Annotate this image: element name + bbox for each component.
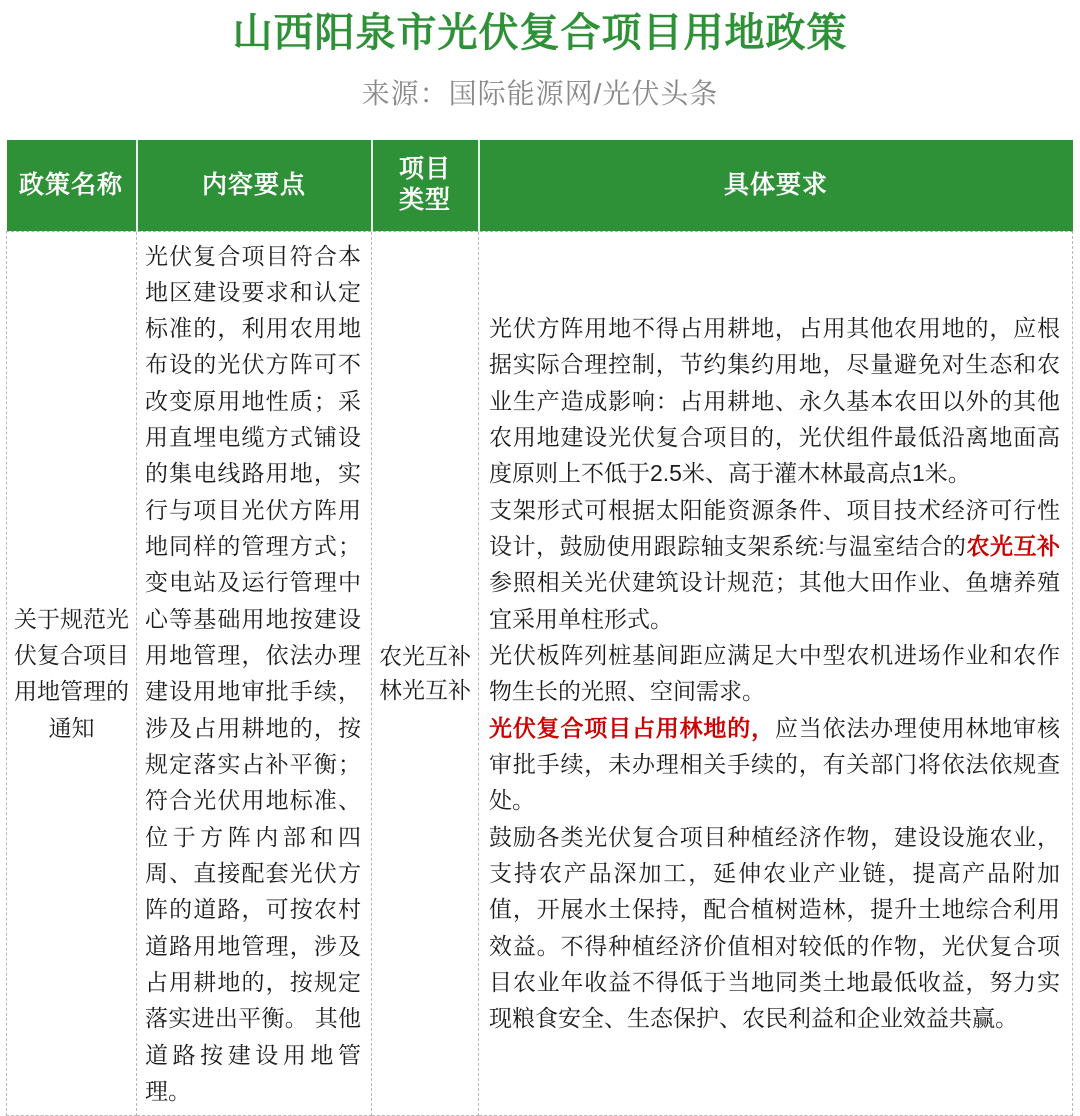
requirement-paragraph xyxy=(489,819,1060,1037)
requirement-text: 光伏板阵列桩基间距应满足大中型农机进场作业和农作物生长的光照、空间需求。 xyxy=(489,642,1060,705)
requirement-text: 应当依法办理使用林地审核审批手续，未办理相关手续的，有关部门将依法依规查处。 xyxy=(489,714,1061,814)
highlighted-text: 农光互补 xyxy=(966,533,1061,560)
column-header-project-type xyxy=(372,140,479,231)
policy-table xyxy=(6,140,1073,1116)
cell-requirements xyxy=(479,231,1073,1116)
requirement-paragraph xyxy=(489,710,1060,819)
column-header-policy-name: 政策名称 xyxy=(7,140,137,231)
table-header-row xyxy=(7,140,1073,231)
requirement-paragraph xyxy=(489,310,1060,492)
requirement-text: 鼓励各类光伏复合项目种植经济作物，建设设施农业，支持农产品深加工，延伸农业产业链，提高产品附加值，开展水土保持，配合植树造林，提升土地综合利用效益。不得种植经济价值相对较低的作物，光伏复合项目农业年收益不得低于当地同类土地最低收益，努力实现粮食安全、生态保护、农民利益和企业效益共赢。 xyxy=(489,823,1060,1032)
project-type-line2: 林光互补 xyxy=(379,677,471,704)
highlighted-text: 光伏复合项目占用林地的， xyxy=(489,714,775,741)
cell-policy-name: 关于规范光伏复合项目用地管理的通知 xyxy=(7,231,137,1116)
requirement-paragraph xyxy=(489,637,1060,710)
table-header xyxy=(7,140,1073,231)
requirement-text: 参照相关光伏建筑设计规范；其他大田作业、鱼塘养殖宜采用单柱形式。 xyxy=(489,569,1060,632)
column-header-requirements: 具体要求 xyxy=(479,140,1073,231)
cell-project-type xyxy=(372,231,479,1116)
project-type-line1: 农光互补 xyxy=(379,642,471,669)
column-header-project-type-line2: 类型 xyxy=(398,186,451,215)
page-title: 山西阳泉市光伏复合项目用地政策 xyxy=(232,11,848,55)
column-header-content-points: 内容要点 xyxy=(137,140,372,231)
column-header-project-type-line1: 项目 xyxy=(398,155,451,183)
cell-content-points: 光伏复合项目符合本地区建设要求和认定标准的，利用农用地布设的光伏方阵可不改变原用地性质；采用直埋电缆方式铺设的集电线路用地，实行与项目光伏方阵用地同样的管理方式；变电站及运行管理中心等基础用地按建设用地管理，依法办理建设用地审批手续，涉及占用耕地的，按规定落实占补平衡；符合光伏用地标准、位于方阵内部和四周、直接配套光伏方阵的道路，可按农村道路用地管理，涉及占用耕地的，按规定落实进出平衡。 其他道路按建设用地管理。 xyxy=(137,231,372,1116)
requirement-text: 支架形式可根据太阳能资源条件、项目技术经济可行性设计，鼓励使用跟踪轴支架系统:与温室结合的 xyxy=(489,496,1060,560)
source-subtitle: 来源：国际能源网/光伏头条 xyxy=(361,78,719,109)
requirement-text: 光伏方阵用地不得占用耕地，占用其他农用地的，应根据实际合理控制，节约集约用地，尽量避免对生态和农业生产造成影响：占用耕地、永久基本农田以外的其他农用地建设光伏复合项目的，光伏组件最低沿离地面高度原则上不低于2.5米、高于灌木林最高点1米。 xyxy=(489,315,1060,487)
requirement-paragraph xyxy=(489,492,1060,637)
table-row xyxy=(7,231,1073,1116)
title-block xyxy=(0,0,1080,112)
policy-table-wrapper xyxy=(6,140,1072,1116)
table-body xyxy=(7,231,1073,1116)
